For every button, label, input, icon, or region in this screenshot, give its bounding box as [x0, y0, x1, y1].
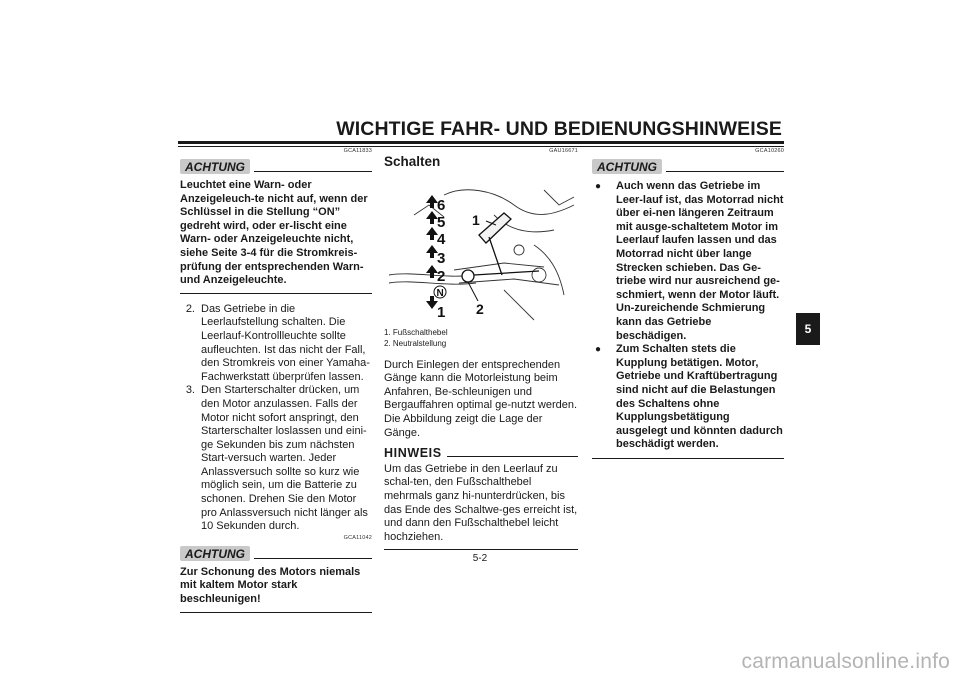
gear-shift-drawing: [384, 175, 578, 325]
gear-label-neutral: N: [436, 287, 444, 299]
notice-badge: ACHTUNG: [592, 159, 662, 174]
bullet-text: Auch wenn das Getriebe im Leer-lauf ist, das Motorrad nicht über ei-nen längeren Zeitraum mit ausge-schaltetem Motor im Leerlauf laufen lassen und das Motorrad nicht über lange Strecken schieben. Das Ge-triebe wird nur ausreichend ge-schmiert, wenn der Motor läuft. Un-zureichende Schmierung kann das Getriebe beschädigen.: [616, 180, 784, 342]
gear-label-3: 3: [437, 249, 446, 267]
step-number: 3.: [185, 384, 195, 397]
body-paragraph: Durch Einlegen der entsprechenden Gänge kann die Motorleistung beim Anfahren, Be-schleunigen und Bergauffahren optimal ge-nutzt werden. Die Abbildung zeigt die Lage der Gänge.: [384, 358, 578, 439]
section-heading: Schalten: [384, 154, 441, 169]
figure-caption: 1. Fußschalthebel: [384, 327, 448, 337]
list-item: [592, 180, 784, 343]
page-title: WICHTIGE FAHR- UND BEDIENUNGSHINWEISE: [336, 118, 782, 140]
notice-badge: ACHTUNG: [180, 159, 250, 174]
notice-end-rule: [180, 293, 372, 294]
figure-caption: 2. Neutralstellung: [384, 338, 447, 348]
bullet-icon: ●: [595, 181, 602, 192]
notice-rule: [254, 171, 372, 172]
note-rule: [447, 456, 578, 457]
notice-header: [180, 546, 372, 561]
note-end-rule: [384, 549, 578, 550]
reference-code: GAU16671: [549, 148, 578, 154]
reference-code: GCA10260: [755, 148, 784, 154]
gear-label-4: 4: [437, 230, 446, 248]
bullet-text: Zum Schalten stets die Kupplung betätigen. Motor, Getriebe und Kraftübertragung sind nicht auf die Belastungen des Schaltens ohne Kupplungsbetätigung ausgelegt und könnten dadurch beschädigt werden.: [616, 343, 783, 451]
column-right: [592, 148, 784, 459]
gear-label-5: 5: [437, 213, 446, 231]
notice-text: Zur Schonung des Motors niemals mit kaltem Motor stark beschleunigen!: [180, 565, 361, 606]
reference-code: GCA11833: [343, 148, 372, 154]
watermark: carmanualsonline.info: [741, 650, 950, 673]
notice-text: Leuchtet eine Warn- oder Anzeigeleuch-te nicht auf, wenn der Schlüssel in die Stellung “ON” gedreht wird, oder er-lischt eine Warn- oder Anzeigeleuchte nicht, siehe Seite 3-4 für die Stromkreis-prüfung der entsprechenden Warn- und Anzeigeleuchte.: [180, 179, 368, 287]
step-text: Den Starterschalter drücken, um den Motor anzulassen. Falls der Motor nicht sofort anspringt, den Starterschalter loslassen und eini-ge Sekunden bis zum nächsten Start-versuch warten. Jeder Anlassversuch sollte so kurz wie möglich sein, um die Batterie zu schonen. Drehen Sie den Motor pro Anlassversuch nicht länger als 10 Sekunden durch.: [201, 384, 368, 533]
chapter-tab: 5: [796, 313, 820, 345]
bullet-icon: ●: [595, 344, 602, 356]
callout-number-1: 1: [472, 211, 480, 228]
notice-header: [592, 159, 784, 174]
gear-label-1: 1: [437, 303, 446, 321]
notice-rule: [666, 171, 784, 172]
figure-captions: [384, 327, 578, 349]
note-label: HINWEIS: [384, 446, 442, 461]
gear-label-2: 2: [437, 267, 446, 285]
notice-badge: ACHTUNG: [180, 546, 250, 561]
callout-number-2: 2: [476, 300, 484, 317]
note-text: Um das Getriebe in den Leerlauf zu schal-ten, den Fußschalthebel mehrmals ganz hi-nunterdrücken, bis das Ende des Schaltwe-ges erreicht ist, und dann den Fußschalthebel leicht hochziehen.: [384, 462, 578, 543]
step-list: [180, 303, 372, 534]
step-text: Das Getriebe in die Leerlaufstellung schalten. Die Leerlauf-Kontrollleuchte sollte aufleuchten. Ist das nicht der Fall, den Stromkreis von einer Yamaha-Fachwerkstatt überprüfen lassen.: [201, 302, 370, 383]
gear-label-6: 6: [437, 196, 446, 214]
notice-header: [180, 159, 372, 174]
step-number: 2.: [185, 302, 195, 315]
bullet-list: [592, 180, 784, 452]
list-item: [592, 343, 784, 452]
page-number: 5-2: [472, 553, 488, 564]
note-header: [384, 447, 578, 461]
notice-end-rule: [180, 612, 372, 613]
header-rule-thick: [178, 141, 784, 144]
list-item: [180, 384, 372, 534]
reference-code: GCA11042: [343, 534, 372, 541]
header-rule-thin: [178, 146, 784, 147]
column-middle: [384, 148, 578, 550]
notice-rule: [254, 558, 372, 559]
column-left: [180, 148, 372, 613]
notice-end-rule: [592, 458, 784, 459]
list-item: [180, 303, 372, 385]
gear-shift-illustration: [384, 175, 578, 325]
